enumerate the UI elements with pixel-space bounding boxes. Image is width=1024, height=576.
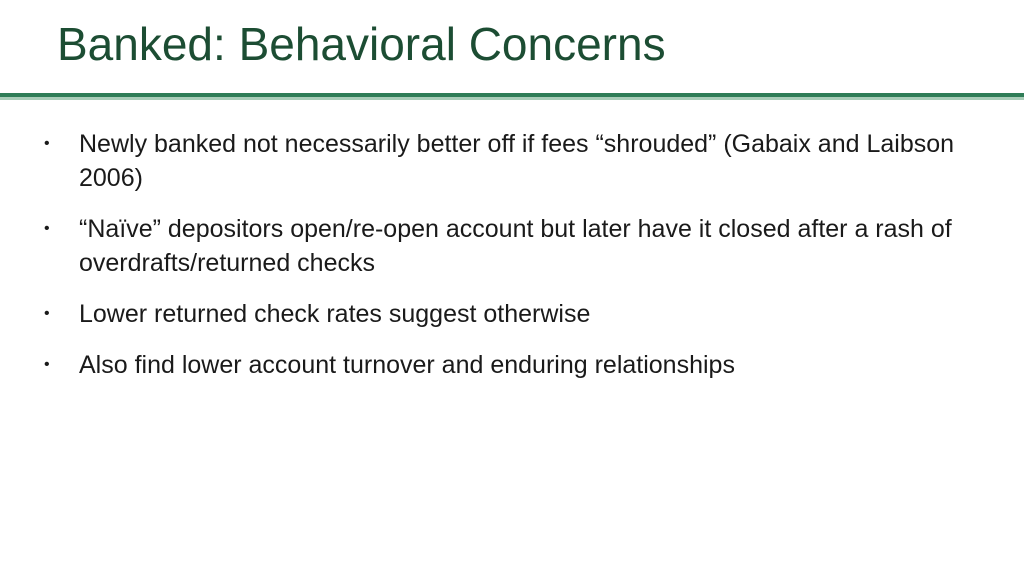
title-divider-light bbox=[0, 97, 1024, 100]
bullet-text: “Naïve” depositors open/re-open account but later have it closed after a rash of overdrafts/returned checks bbox=[79, 215, 952, 277]
bullet-dot-icon: • bbox=[44, 135, 50, 152]
bullet-list bbox=[44, 127, 974, 399]
bullet-dot-icon: • bbox=[44, 356, 50, 373]
bullet-item bbox=[44, 297, 974, 331]
bullet-item bbox=[44, 212, 974, 280]
bullet-item bbox=[44, 348, 974, 382]
bullet-text: Also find lower account turnover and enduring relationships bbox=[79, 351, 735, 379]
bullet-text: Lower returned check rates suggest otherwise bbox=[79, 300, 591, 328]
bullet-dot-icon: • bbox=[44, 220, 50, 237]
bullet-item bbox=[44, 127, 974, 195]
bullet-dot-icon: • bbox=[44, 305, 50, 322]
bullet-text: Newly banked not necessarily better off if fees “shrouded” (Gabaix and Laibson 2006) bbox=[79, 130, 955, 192]
slide-title: Banked: Behavioral Concerns bbox=[57, 18, 666, 70]
